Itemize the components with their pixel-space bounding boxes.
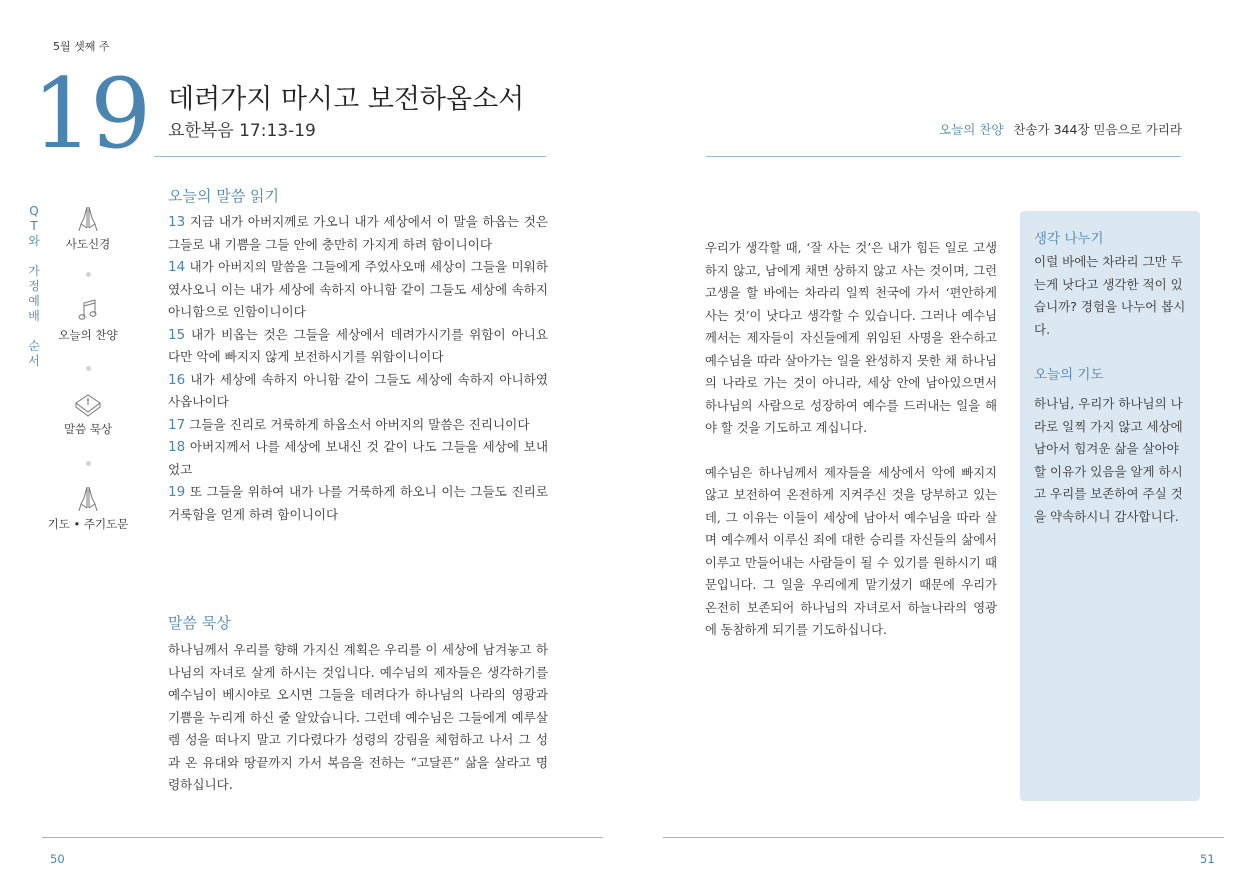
paragraph: 우리가 생각할 때, ‘잘 사는 것’은 내가 힘든 일로 고생하지 않고, 남에게 채면 상하지 않고 사는 것이며, 그런 고생을 할 바에는 차라리 일찍 천국에 가서 ‘편안하게 사는 것’이 낫다고 생각할 수 있습니다. 그러나 예수님께서는 제자들이 자신들에게 위임된 사명을 완수하고 예수님을 따라 살아가는 일을 완성하지 못한 채 하나님의 나라로 가는 것이 아니라, 세상 안에 남아있으면서 하나님의 사람으로 성장하여 예수를 드러내는 일을 해야 할 것을 기도하고 계십니다. bbox=[705, 241, 997, 435]
nav-separator-dot bbox=[86, 366, 91, 371]
day-number: 19 bbox=[32, 58, 149, 170]
music-note-icon bbox=[73, 295, 103, 325]
nav-label: 사도신경 bbox=[65, 237, 111, 251]
week-label: 5월 셋째 주 bbox=[53, 40, 110, 53]
praying-hands-icon bbox=[73, 484, 103, 514]
vertical-char: Q bbox=[29, 204, 39, 218]
vertical-char: 가 bbox=[28, 264, 40, 278]
nav-separator-dot bbox=[86, 461, 91, 466]
vertical-char: 순 bbox=[28, 339, 40, 353]
verse-text: 내가 세상에 속하지 아니함 같이 그들도 세상에 속하지 아니하였사옵나이다 bbox=[168, 371, 548, 409]
vertical-char: 와 bbox=[28, 234, 40, 248]
verse-number: 17 bbox=[168, 416, 186, 433]
header-rule-right bbox=[706, 156, 1181, 157]
meditation-section-title: 말씀 묵상 bbox=[168, 614, 231, 632]
page-number-right: 51 bbox=[1200, 852, 1215, 866]
nav-item-creed bbox=[38, 204, 138, 252]
meditation-text: 하나님께서 우리를 향해 가지신 계획은 우리를 이 세상에 남겨놓고 하나님의 자녀로 살게 하시는 것입니다. 예수님의 제자들은 생각하기를 예수님이 베시야로 오시면 그들을 데려다가 하나님의 나라의 영광과 기쁨을 누리게 하신 줄 알았습니다. 그런데 예수님은 그들에게 예루살렘 성을 떠나지 말고 기다렸다가 성령의 강림을 체험하고 나서 그 성과 온 유대와 땅끝까지 가서 복음을 전하는 “고달픈” 삶을 살라고 명령하십니다. bbox=[168, 642, 548, 792]
verse bbox=[168, 414, 548, 437]
verse-text: 내가 아버지의 말씀을 그들에게 주었사오매 세상이 그들을 미워하였사오니 이는 내가 세상에 속하지 아니함 같이 그들도 세상에 속하지 아니함으로 인함이니이다 bbox=[168, 259, 548, 319]
nav-item-hymn bbox=[38, 295, 138, 343]
verse-text: 내가 비옵는 것은 그들을 세상에서 데려가시기를 위함이 아니요 다만 악에 빠지지 않게 보전하시기를 위함이니이다 bbox=[168, 326, 548, 364]
hymn-info bbox=[860, 120, 1182, 138]
verse bbox=[168, 324, 548, 369]
verse-text: 또 그들을 위하여 내가 나를 거룩하게 하오니 이는 그들도 진리로 거룩함을 얻게 하려 함이니이다 bbox=[168, 484, 548, 522]
vertical-char: 배 bbox=[28, 309, 40, 323]
footer-rule-right bbox=[663, 837, 1224, 838]
nav-separator-dot bbox=[86, 272, 91, 277]
side-box bbox=[1020, 211, 1200, 801]
hymn-label: 오늘의 찬양 bbox=[939, 122, 1004, 137]
paragraph: 예수님은 하나님께서 제자들을 세상에서 악에 빠지지 않고 보전하여 온전하게 지켜주신 것을 당부하고 있는데, 그 이유는 이들이 세상에 남아서 예수님을 따라 살며 예수께서 이루신 죄에 대한 승리를 자신들의 삶에서 이루고 만들어내는 사람들이 될 수 있기를 원하시기 때문입니다. 그 일을 우리에게 맡기셨기 때문에 우리가 온전히 보존되어 하나님의 자녀로서 하늘나라의 영광에 동참하게 되기를 기도하십니다. bbox=[705, 465, 997, 637]
verse-text: 아버지께서 나를 세상에 보내신 것 같이 나도 그들을 세상에 보내었고 bbox=[168, 439, 548, 477]
verse-number: 13 bbox=[168, 214, 186, 230]
nav-label: 말씀 묵상 bbox=[63, 422, 113, 436]
page-title: 데려가지 마시고 보전하옵소서 bbox=[168, 84, 525, 115]
nav-item-meditation bbox=[38, 389, 138, 437]
verse-list bbox=[168, 211, 548, 526]
prayer-text: 하나님, 우리가 하나님의 나라로 일찍 가지 않고 세상에 남아서 힘겨운 삶을 살아야 할 이유가 있음을 알게 하시고 우리를 보존하여 주실 것을 약속하시니 감사합니다. bbox=[1034, 396, 1183, 524]
verse bbox=[168, 369, 548, 414]
verse bbox=[168, 256, 548, 324]
verse-number: 18 bbox=[168, 439, 186, 455]
verse-text: 그들을 진리로 거룩하게 하옵소서 아버지의 말씀은 진리니이다 bbox=[185, 416, 530, 432]
nav-item-prayer bbox=[38, 484, 138, 532]
hymn-text: 찬송가 344장 믿음으로 가리라 bbox=[1013, 122, 1182, 137]
reading-section-title: 오늘의 말씀 읽기 bbox=[168, 187, 279, 205]
share-text: 이럴 바에는 차라리 그만 두는게 낫다고 생각한 적이 있습니까? 경험을 나누어 봅시다. bbox=[1034, 254, 1186, 337]
vertical-char: 예 bbox=[28, 294, 40, 308]
header-rule-left bbox=[154, 156, 546, 157]
verse-number: 16 bbox=[168, 371, 186, 388]
nav-label: 기도 • 주기도문 bbox=[47, 517, 129, 531]
nav-label: 오늘의 찬양 bbox=[58, 328, 118, 342]
scripture-reference: 요한복음 17:13-19 bbox=[168, 121, 316, 141]
verse-number: 15 bbox=[168, 326, 186, 343]
meditation-continued bbox=[705, 237, 997, 642]
vertical-char: 서 bbox=[28, 354, 40, 368]
verse bbox=[168, 436, 548, 481]
vertical-char: 정 bbox=[28, 279, 40, 293]
verse-number: 14 bbox=[168, 259, 186, 275]
footer-rule-left bbox=[42, 837, 603, 838]
vertical-char: T bbox=[30, 219, 38, 233]
share-title: 생각 나누기 bbox=[1034, 231, 1104, 247]
verse-text: 지금 내가 아버지께로 가오니 내가 세상에서 이 말을 하옵는 것은 그들로 내 기쁨을 그들 안에 충만히 가지게 하려 함이니이다 bbox=[168, 214, 548, 252]
page-number-left: 50 bbox=[50, 852, 65, 866]
praying-hands-icon bbox=[73, 204, 103, 234]
verse-number: 19 bbox=[168, 484, 186, 500]
prayer-title: 오늘의 기도 bbox=[1034, 367, 1104, 383]
verse bbox=[168, 481, 548, 526]
bible-icon bbox=[72, 389, 104, 419]
verse bbox=[168, 211, 548, 256]
